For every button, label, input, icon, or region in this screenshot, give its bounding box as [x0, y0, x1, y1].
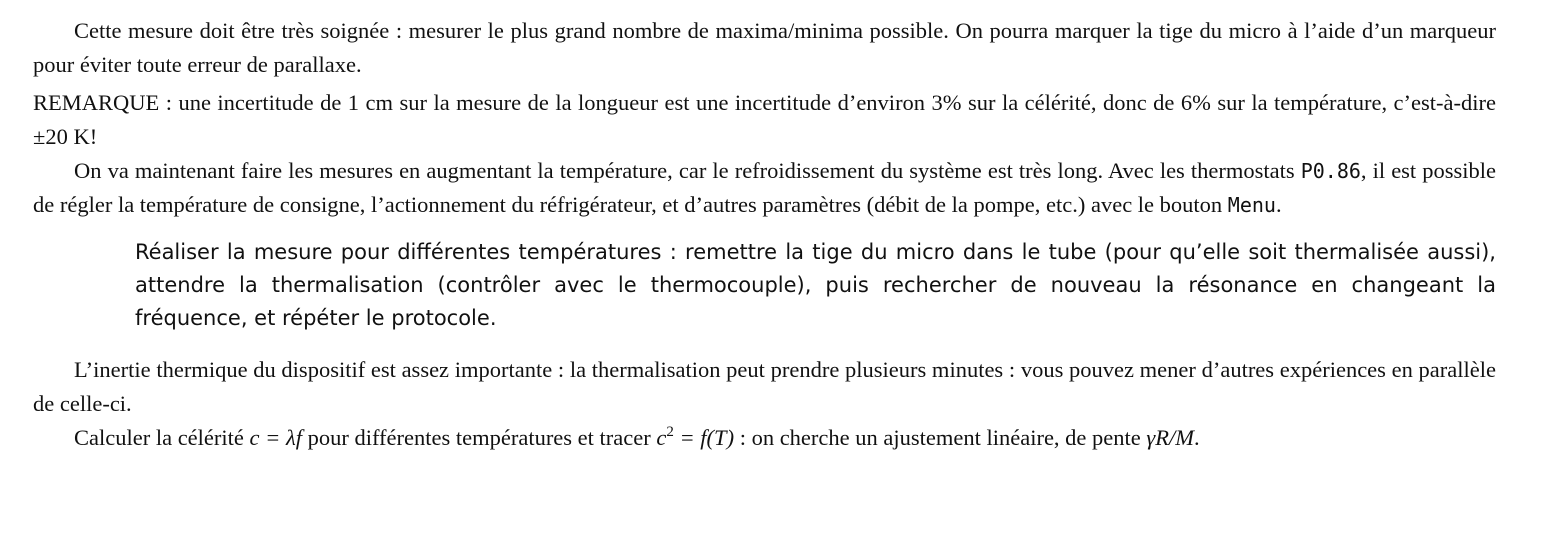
instruction-block: Réaliser la mesure pour différentes températures : remettre la tige du micro dans le tube (pour qu’elle soit thermalisée aussi), attendre la thermalisation (contrôler avec le thermocouple), puis rechercher de nouveau la résonance en changeant la fréquence, et répéter le protocole.	[135, 240, 1496, 330]
formula-c-squared	[656, 425, 734, 450]
celerity-text-2: pour différentes températures et tracer	[301, 425, 657, 450]
formula-exponent: 2	[666, 424, 674, 440]
menu-button-label: Menu	[1227, 193, 1276, 217]
formula-c-base: c	[656, 425, 667, 450]
thermostat-text-3: .	[1275, 192, 1282, 217]
formula-celerity: c = λf	[249, 425, 302, 450]
thermostat-text-2: , il est possible de régler la température de consigne, l’actionnement du réfrigérateur, et d’autres paramètres (débit de la pompe, etc.) avec le bouton	[33, 158, 1497, 217]
paragraph-thermal-inertia: L’inertie thermique du dispositif est assez importante : la thermalisation peut prendre plusieurs minutes : vous pouvez mener d’autres expériences en parallèle de celle-ci.	[33, 357, 1496, 416]
thermostat-text-1: On va maintenant faire les mesures en augmentant la température, car le refroidissement du système est très long. Avec les thermostats	[74, 158, 1301, 183]
document-page	[33, 14, 1496, 455]
formula-function: = f(T)	[673, 425, 735, 450]
paragraph-celerity	[33, 421, 1496, 455]
paragraph-thermostat	[33, 154, 1496, 222]
thermostat-model: P0.86	[1300, 159, 1361, 183]
paragraph-remark: REMARQUE : une incertitude de 1 cm sur la mesure de la longueur est une incertitude d’environ 3% sur la célérité, donc de 6% sur la température, c’est-à-dire ±20 K!	[33, 90, 1496, 149]
formula-slope: γR/M	[1146, 425, 1194, 450]
celerity-text-1: Calculer la célérité	[74, 425, 250, 450]
paragraph-measurement-care: Cette mesure doit être très soignée : mesurer le plus grand nombre de maxima/minima possible. On pourra marquer la tige du micro à l’aide d’un marqueur pour éviter toute erreur de parallaxe.	[33, 18, 1496, 77]
celerity-text-3: : on cherche un ajustement linéaire, de pente	[734, 425, 1147, 450]
celerity-text-4: .	[1194, 425, 1200, 450]
